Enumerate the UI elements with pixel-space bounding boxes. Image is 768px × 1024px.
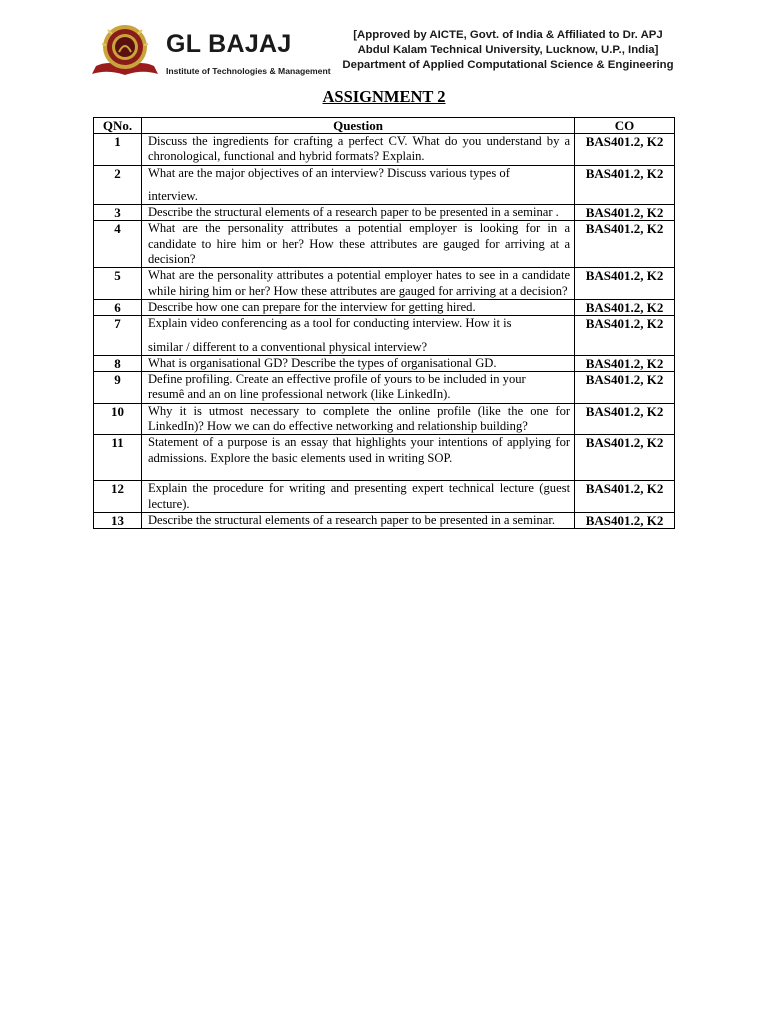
question-text: Describe the structural elements of a research paper to be presented in a seminar.	[141, 512, 574, 528]
column-header-question: Question	[141, 118, 574, 134]
table-row	[94, 435, 675, 481]
question-cell	[141, 316, 574, 356]
question-text: Explain video conferencing as a tool for conducting interview. How it is	[147, 316, 512, 331]
course-outcome: BAS401.2, K2	[575, 205, 675, 221]
course-outcome: BAS401.2, K2	[575, 134, 675, 166]
question-text-continued: similar / different to a conventional physical interview?	[147, 339, 428, 354]
course-outcome: BAS401.2, K2	[575, 299, 675, 315]
question-text: Why it is utmost necessary to complete the online profile (like the one for LinkedIn)? How we can do effective networking and relationship building?	[141, 403, 574, 435]
table-row	[94, 134, 675, 166]
approval-line-2: Abdul Kalam Technical University, Lucknow, U.P., India]	[357, 44, 659, 56]
question-text: What is organisational GD? Describe the types of organisational GD.	[141, 355, 574, 371]
question-number: 3	[94, 205, 142, 221]
column-header-co: CO	[575, 118, 675, 134]
question-number: 9	[94, 372, 142, 404]
question-cell	[141, 165, 574, 205]
table-row	[94, 205, 675, 221]
table-row	[94, 403, 675, 435]
assignment-title: ASSIGNMENT 2	[322, 87, 446, 106]
brand-name: GL BAJAJ	[166, 30, 292, 58]
course-outcome: BAS401.2, K2	[575, 403, 675, 435]
table-row	[94, 221, 675, 268]
course-outcome: BAS401.2, K2	[575, 372, 675, 404]
institute-seal-icon	[88, 22, 162, 80]
course-outcome: BAS401.2, K2	[575, 512, 675, 528]
table-row	[94, 268, 675, 300]
table-row	[94, 165, 675, 205]
question-text: Explain the procedure for writing and presenting expert technical lecture (guest lecture).	[141, 481, 574, 513]
brand-subtitle: Institute of Technologies & Management	[166, 66, 331, 76]
question-number: 12	[94, 481, 142, 513]
question-number: 13	[94, 512, 142, 528]
question-number: 1	[94, 134, 142, 166]
department-line: Department of Applied Computational Science & Engineering	[342, 59, 674, 71]
question-number: 10	[94, 403, 142, 435]
question-number: 6	[94, 299, 142, 315]
course-outcome: BAS401.2, K2	[575, 268, 675, 300]
question-text-continued: resumê and an on line professional network (like LinkedIn).	[147, 387, 451, 402]
approval-line-1: [Approved by AICTE, Govt. of India & Affiliated to Dr. APJ	[353, 29, 663, 41]
table-header-row	[94, 118, 675, 134]
course-outcome: BAS401.2, K2	[575, 316, 675, 356]
course-outcome: BAS401.2, K2	[575, 481, 675, 513]
question-text: Statement of a purpose is an essay that highlights your intentions of applying for admissions. Explore the basic elements used in writing SOP.	[141, 435, 574, 481]
letterhead	[86, 22, 686, 80]
table-row	[94, 316, 675, 356]
question-text: Discuss the ingredients for crafting a perfect CV. What do you understand by a chronological, functional and hybrid formats? Explain.	[141, 134, 574, 166]
course-outcome: BAS401.2, K2	[575, 435, 675, 481]
question-number: 8	[94, 355, 142, 371]
question-number: 5	[94, 268, 142, 300]
question-text-continued: interview.	[147, 188, 198, 203]
course-outcome: BAS401.2, K2	[575, 221, 675, 268]
question-number: 2	[94, 165, 142, 205]
table-row	[94, 512, 675, 528]
table-row	[94, 372, 675, 404]
question-number: 7	[94, 316, 142, 356]
column-header-qno: QNo.	[94, 118, 142, 134]
course-outcome: BAS401.2, K2	[575, 165, 675, 205]
question-text: What are the personality attributes a potential employer is looking for in a candidate to hire him or her? How these attributes are gauged for arriving at a decision?	[141, 221, 574, 268]
question-cell	[141, 372, 574, 404]
table-row	[94, 481, 675, 513]
table-row	[94, 355, 675, 371]
table-row	[94, 299, 675, 315]
question-text: Define profiling. Create an effective profile of yours to be included in your	[147, 372, 526, 387]
question-text: Describe how one can prepare for the interview for getting hired.	[141, 299, 574, 315]
question-number: 11	[94, 435, 142, 481]
approval-block	[338, 28, 678, 73]
question-number: 4	[94, 221, 142, 268]
question-text: What are the personality attributes a potential employer hates to see in a candidate while hiring him or her? How these attributes are gauged for arriving at a decision?	[141, 268, 574, 300]
assignment-table	[93, 117, 675, 529]
question-text: What are the major objectives of an interview? Discuss various types of	[147, 165, 510, 180]
question-text: Describe the structural elements of a research paper to be presented in a seminar .	[141, 205, 574, 221]
course-outcome: BAS401.2, K2	[575, 355, 675, 371]
